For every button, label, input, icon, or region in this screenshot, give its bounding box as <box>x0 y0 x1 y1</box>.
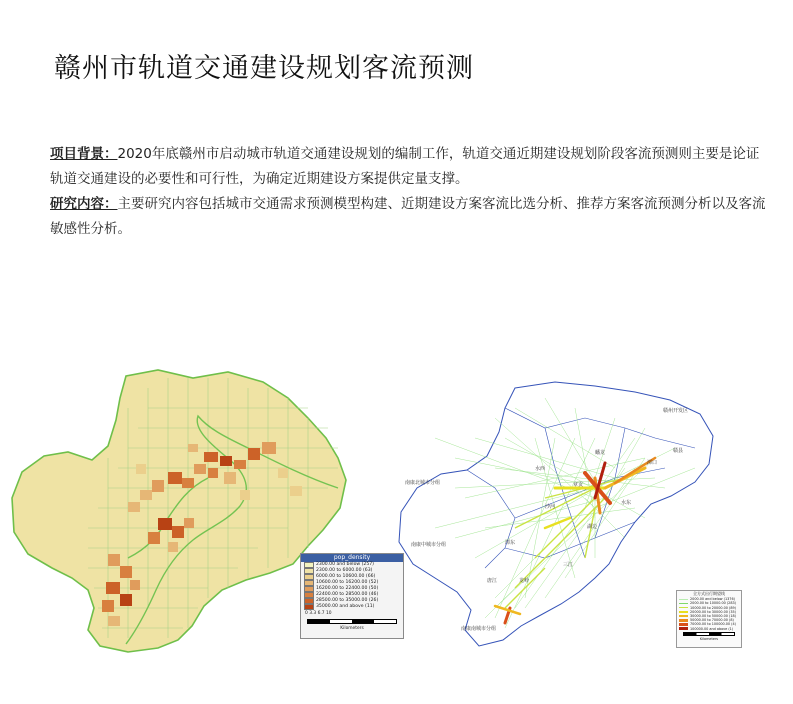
flow-legend-label: 20000.00 to 30000.00 (35) <box>690 609 736 614</box>
flow-legend-swatch <box>679 619 688 622</box>
flow-scale-bar <box>683 632 735 636</box>
flow-legend-swatch <box>679 603 688 604</box>
density-legend-label: 2300.00 to 6000.00 (63) <box>316 568 373 574</box>
flow-legend-items <box>679 597 739 631</box>
place-label: 湖边 <box>587 524 598 530</box>
place-label: 三江 <box>563 562 574 568</box>
flow-legend-swatch <box>679 611 688 613</box>
density-legend-swatch <box>304 604 314 610</box>
density-legend-title: pop_density <box>301 554 403 562</box>
flow-legend-label: 2000.00 and below (1376) <box>690 597 735 602</box>
flow-legend-swatch <box>679 627 688 630</box>
flow-legend-swatch <box>679 623 688 626</box>
density-legend-label: 10600.00 to 16200.00 (52) <box>316 580 379 586</box>
background-label: 项目背景： <box>50 146 118 162</box>
place-label: 水东 <box>621 500 632 506</box>
flow-legend-label: 10000.00 to 20000.00 (89) <box>690 605 736 610</box>
place-label: 赣州开发区 <box>663 408 689 414</box>
flow-legend-label: 50000.00 to 70000.00 (8) <box>690 618 734 623</box>
flow-map-boundary <box>399 382 713 646</box>
flow-legend-item <box>679 627 739 631</box>
flow-legend-label: 2000.00 to 10000.00 (283) <box>690 601 736 606</box>
flow-legend-swatch <box>679 615 688 617</box>
density-scale-bar <box>307 619 397 624</box>
place-label: 南康北城市分组 <box>405 480 441 486</box>
flow-legend-swatch <box>679 599 688 600</box>
place-label: 赣县 <box>673 448 684 454</box>
flow-scale-unit: Kilometers <box>699 636 719 641</box>
density-map-region <box>12 370 346 652</box>
place-label: 水西 <box>535 466 546 472</box>
place-label: 章贡 <box>573 482 584 488</box>
research-paragraph <box>50 192 770 242</box>
flow-legend <box>676 590 742 648</box>
flow-legend-label: 30000.00 to 50000.00 (18) <box>690 614 736 619</box>
flow-legend-title: 全方式出行期望线 <box>693 591 725 596</box>
flow-legend-label: 70000.00 to 100000.00 (4) <box>690 622 736 627</box>
description-block <box>50 142 770 242</box>
density-legend-label: 22400.00 to 28500.00 (46) <box>316 592 379 598</box>
background-text: 2020年底赣州市启动城市轨道交通建设规划的编制工作，轨道交通近期建设规划阶段客流预测则主要是论证轨道交通建设的必要性和可行性，为确定近期建设方案提供定量支撑。 <box>50 146 760 187</box>
place-label: 蟠龙 <box>595 450 606 456</box>
page-title: 赣州市轨道交通建设规划客流预测 <box>54 53 474 84</box>
density-legend-label: 6000.00 to 10600.00 (66) <box>316 574 376 580</box>
density-legend-label: 2300.00 and below (257) <box>316 562 374 568</box>
density-legend-items <box>301 562 403 610</box>
place-label: 潭口 <box>647 460 658 466</box>
place-label: 南康中城市分组 <box>411 542 447 548</box>
research-label: 研究内容： <box>50 196 118 212</box>
place-label: 沙河 <box>545 504 556 510</box>
density-scale-ticks: 0 3.3 6.7 10 <box>305 611 332 616</box>
place-label: 唐江 <box>487 578 498 584</box>
flow-legend-swatch <box>679 607 688 609</box>
density-legend-label: 28500.00 to 35000.00 (26) <box>316 598 379 604</box>
density-legend-label: 16200.00 to 22400.00 (50) <box>316 586 379 592</box>
flow-legend-label: 100000.00 and above (1) <box>690 626 734 631</box>
place-label: 龙岭 <box>519 578 530 584</box>
density-scale-unit: Kilometers <box>340 625 364 631</box>
place-label: 潭东 <box>505 540 516 546</box>
background-paragraph <box>50 142 770 192</box>
place-label: 南康南城市分组 <box>461 626 497 632</box>
research-text: 主要研究内容包括城市交通需求预测模型构建、近期建设方案客流比选分析、推荐方案客流预测分析以及客流敏感性分析。 <box>50 196 766 237</box>
density-legend-label: 35000.00 and above (11) <box>316 604 375 610</box>
density-legend <box>300 553 404 639</box>
